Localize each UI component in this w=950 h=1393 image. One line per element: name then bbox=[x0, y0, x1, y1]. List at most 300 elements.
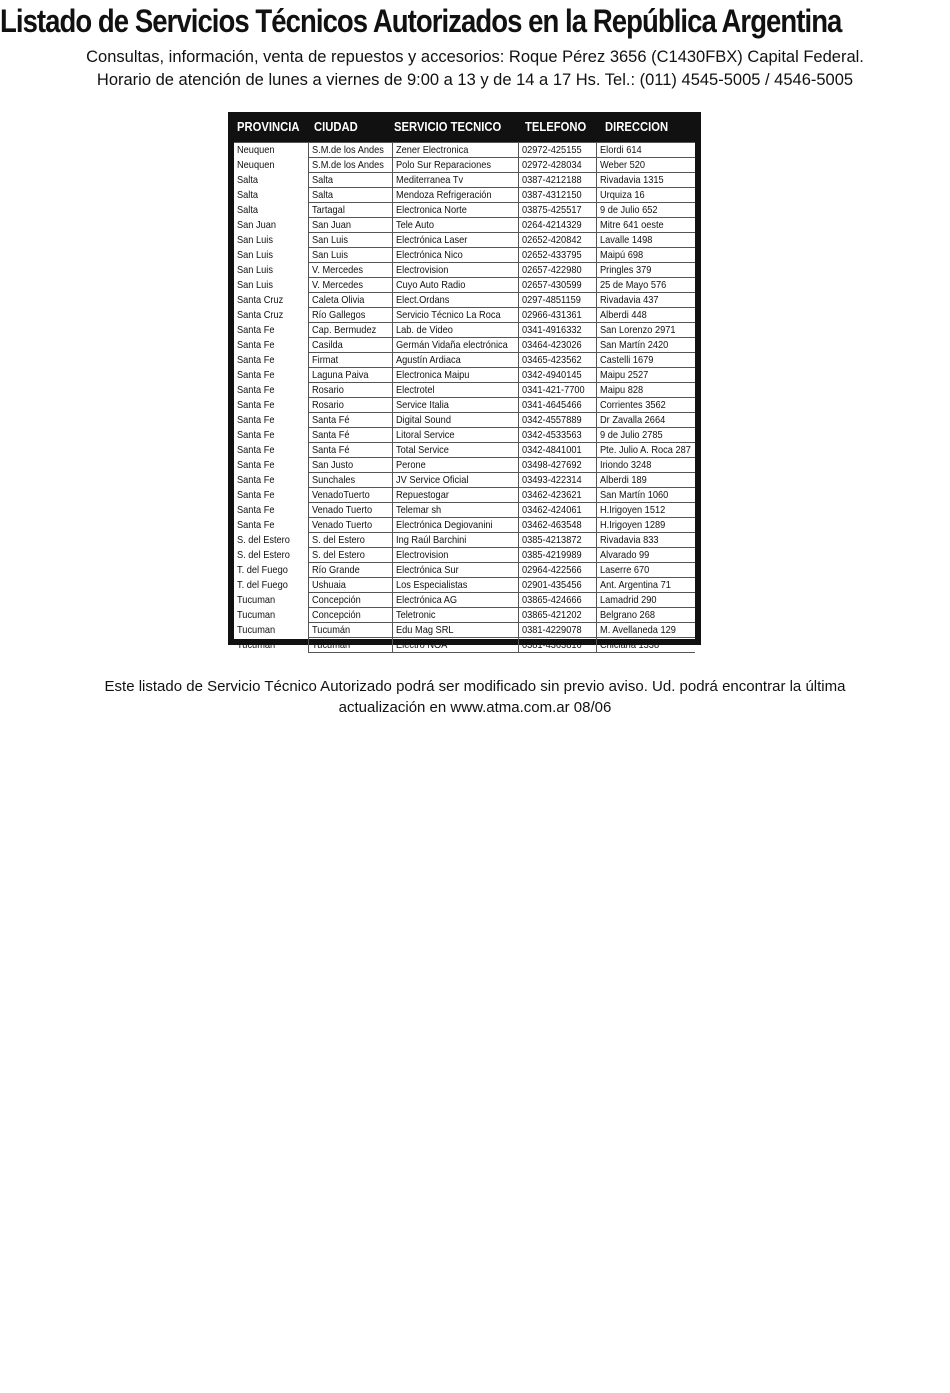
service-centers-table bbox=[228, 112, 701, 651]
cell-ciudad bbox=[308, 143, 392, 158]
cell-servicio-text: Electronica Norte bbox=[395, 204, 467, 216]
cell-direccion bbox=[596, 218, 695, 233]
cell-ciudad bbox=[308, 233, 392, 248]
table-row bbox=[234, 638, 695, 653]
cell-telefono-text: 0381-4363816 bbox=[521, 639, 582, 651]
cell-provincia bbox=[234, 548, 308, 563]
cell-provincia-text: Neuquen bbox=[237, 159, 275, 171]
cell-direccion bbox=[596, 413, 695, 428]
cell-telefono bbox=[518, 533, 596, 548]
cell-telefono bbox=[518, 248, 596, 263]
cell-ciudad-text: Casilda bbox=[311, 339, 343, 351]
cell-ciudad-text: Tartagal bbox=[311, 204, 345, 216]
cell-direccion bbox=[596, 428, 695, 443]
cell-servicio bbox=[392, 338, 518, 353]
cell-telefono-text: 0387-4212188 bbox=[521, 174, 582, 186]
cell-provincia bbox=[234, 518, 308, 533]
cell-telefono bbox=[518, 443, 596, 458]
cell-ciudad bbox=[308, 518, 392, 533]
cell-telefono-text: 03462-424061 bbox=[521, 504, 582, 516]
cell-ciudad-text: San Luis bbox=[311, 234, 348, 246]
cell-provincia bbox=[234, 353, 308, 368]
cell-direccion-text: Rivadavia 833 bbox=[599, 534, 659, 546]
cell-servicio bbox=[392, 518, 518, 533]
cell-direccion-text: Rivadavia 437 bbox=[599, 294, 659, 306]
cell-direccion bbox=[596, 233, 695, 248]
cell-telefono-text: 0342-4557889 bbox=[521, 414, 582, 426]
cell-telefono-text: 03464-423026 bbox=[521, 339, 582, 351]
cell-direccion bbox=[596, 473, 695, 488]
cell-provincia bbox=[234, 533, 308, 548]
column-header-telefono: TELEFONO bbox=[525, 120, 587, 134]
cell-servicio bbox=[392, 158, 518, 173]
table-body bbox=[234, 142, 695, 651]
cell-servicio bbox=[392, 248, 518, 263]
cell-servicio-text: Electrónica AG bbox=[395, 594, 457, 606]
cell-servicio-text: Lab. de Video bbox=[395, 324, 453, 336]
table-row bbox=[234, 578, 695, 593]
cell-telefono bbox=[518, 203, 596, 218]
cell-servicio-text: Mediterranea Tv bbox=[395, 174, 463, 186]
cell-provincia-text: Santa Cruz bbox=[237, 309, 284, 321]
cell-provincia-text: San Luis bbox=[237, 279, 273, 291]
cell-provincia bbox=[234, 563, 308, 578]
cell-servicio bbox=[392, 458, 518, 473]
cell-telefono-text: 02901-435456 bbox=[521, 579, 582, 591]
cell-servicio-text: Service Italia bbox=[395, 399, 449, 411]
cell-ciudad-text: Río Gallegos bbox=[311, 309, 365, 321]
column-header-servicio: SERVICIO TECNICO bbox=[394, 120, 502, 134]
cell-provincia-text: Santa Fe bbox=[237, 504, 275, 516]
cell-ciudad-text: Rosario bbox=[311, 399, 344, 411]
cell-provincia-text: San Luis bbox=[237, 249, 273, 261]
cell-telefono bbox=[518, 548, 596, 563]
cell-direccion-text: Rivadavia 1315 bbox=[599, 174, 664, 186]
cell-provincia-text: Santa Fe bbox=[237, 459, 275, 471]
cell-direccion bbox=[596, 578, 695, 593]
cell-telefono bbox=[518, 293, 596, 308]
cell-direccion bbox=[596, 173, 695, 188]
cell-provincia-text: Tucuman bbox=[237, 639, 276, 651]
table-row bbox=[234, 308, 695, 323]
cell-direccion-text: Castelli 1679 bbox=[599, 354, 653, 366]
cell-ciudad-text: Santa Fé bbox=[311, 414, 350, 426]
cell-servicio bbox=[392, 143, 518, 158]
cell-telefono-text: 0381-4229078 bbox=[521, 624, 582, 636]
cell-telefono-text: 0342-4533563 bbox=[521, 429, 582, 441]
cell-ciudad bbox=[308, 218, 392, 233]
cell-ciudad-text: Rosario bbox=[311, 384, 344, 396]
table-row bbox=[234, 413, 695, 428]
cell-telefono bbox=[518, 518, 596, 533]
cell-telefono bbox=[518, 188, 596, 203]
cell-servicio-text: Polo Sur Reparaciones bbox=[395, 159, 491, 171]
cell-telefono-text: 0297-4851159 bbox=[521, 294, 581, 306]
cell-provincia bbox=[234, 503, 308, 518]
cell-servicio bbox=[392, 263, 518, 278]
cell-servicio bbox=[392, 548, 518, 563]
cell-servicio bbox=[392, 218, 518, 233]
cell-ciudad bbox=[308, 368, 392, 383]
cell-provincia-text: Santa Fe bbox=[237, 369, 275, 381]
cell-servicio bbox=[392, 428, 518, 443]
cell-direccion-text: Lamadrid 290 bbox=[599, 594, 657, 606]
table-row bbox=[234, 518, 695, 533]
cell-provincia-text: Santa Fe bbox=[237, 519, 275, 531]
cell-ciudad bbox=[308, 638, 392, 653]
cell-provincia bbox=[234, 473, 308, 488]
cell-servicio bbox=[392, 308, 518, 323]
cell-direccion bbox=[596, 608, 695, 623]
cell-provincia-text: Tucuman bbox=[237, 624, 276, 636]
cell-telefono bbox=[518, 323, 596, 338]
cell-ciudad bbox=[308, 443, 392, 458]
cell-direccion-text: Pte. Julio A. Roca 287 bbox=[599, 444, 691, 456]
cell-telefono bbox=[518, 368, 596, 383]
cell-provincia bbox=[234, 218, 308, 233]
cell-ciudad-text: Río Grande bbox=[311, 564, 360, 576]
cell-servicio bbox=[392, 608, 518, 623]
cell-servicio-text: Electrónica Laser bbox=[395, 234, 467, 246]
table-row bbox=[234, 368, 695, 383]
cell-direccion-text: 9 de Julio 2785 bbox=[599, 429, 663, 441]
table-row bbox=[234, 263, 695, 278]
cell-telefono bbox=[518, 428, 596, 443]
cell-provincia-text: S. del Estero bbox=[237, 534, 290, 546]
cell-ciudad-text: San Juan bbox=[311, 219, 351, 231]
cell-telefono bbox=[518, 623, 596, 638]
cell-ciudad-text: Sunchales bbox=[311, 474, 355, 486]
cell-provincia-text: Santa Fe bbox=[237, 444, 275, 456]
cell-ciudad bbox=[308, 248, 392, 263]
cell-telefono-text: 0385-4213872 bbox=[521, 534, 582, 546]
cell-provincia bbox=[234, 608, 308, 623]
cell-servicio bbox=[392, 563, 518, 578]
cell-direccion-text: Ant. Argentina 71 bbox=[599, 579, 671, 591]
cell-direccion bbox=[596, 263, 695, 278]
cell-direccion bbox=[596, 278, 695, 293]
cell-servicio bbox=[392, 578, 518, 593]
cell-ciudad-text: Santa Fé bbox=[311, 444, 350, 456]
cell-direccion bbox=[596, 518, 695, 533]
cell-provincia bbox=[234, 233, 308, 248]
cell-direccion-text: Alberdi 189 bbox=[599, 474, 647, 486]
cell-provincia bbox=[234, 248, 308, 263]
table-row bbox=[234, 158, 695, 173]
cell-provincia bbox=[234, 488, 308, 503]
cell-servicio bbox=[392, 623, 518, 638]
cell-telefono bbox=[518, 233, 596, 248]
cell-servicio bbox=[392, 188, 518, 203]
cell-direccion bbox=[596, 203, 695, 218]
cell-direccion bbox=[596, 383, 695, 398]
cell-servicio bbox=[392, 353, 518, 368]
cell-direccion-text: 9 de Julio 652 bbox=[599, 204, 658, 216]
cell-provincia bbox=[234, 578, 308, 593]
cell-telefono-text: 03465-423562 bbox=[521, 354, 582, 366]
cell-servicio-text: Tele Auto bbox=[395, 219, 434, 231]
cell-telefono-text: 03875-425517 bbox=[521, 204, 582, 216]
disclaimer-line: Este listado de Servicio Técnico Autorizado podrá ser modificado sin previo aviso. Ud. podrá encontrar la última bbox=[104, 678, 846, 695]
cell-ciudad bbox=[308, 203, 392, 218]
cell-direccion bbox=[596, 338, 695, 353]
cell-servicio-text: Ing Raúl Barchini bbox=[395, 534, 466, 546]
table-row bbox=[234, 338, 695, 353]
cell-servicio-text: Cuyo Auto Radio bbox=[395, 279, 465, 291]
cell-provincia bbox=[234, 443, 308, 458]
cell-ciudad bbox=[308, 338, 392, 353]
cell-provincia-text: Tucuman bbox=[237, 609, 276, 621]
cell-provincia bbox=[234, 458, 308, 473]
cell-servicio-text: Electrónica Degiovanini bbox=[395, 519, 493, 531]
cell-telefono bbox=[518, 158, 596, 173]
cell-ciudad-text: Venado Tuerto bbox=[311, 504, 372, 516]
cell-direccion bbox=[596, 623, 695, 638]
cell-provincia-text: Tucuman bbox=[237, 594, 276, 606]
table-row bbox=[234, 533, 695, 548]
cell-servicio bbox=[392, 413, 518, 428]
cell-telefono-text: 03493-422314 bbox=[521, 474, 582, 486]
cell-telefono bbox=[518, 473, 596, 488]
cell-ciudad-text: V. Mercedes bbox=[311, 264, 363, 276]
cell-provincia bbox=[234, 338, 308, 353]
cell-direccion bbox=[596, 548, 695, 563]
cell-servicio-text: Teletronic bbox=[395, 609, 436, 621]
cell-telefono bbox=[518, 563, 596, 578]
cell-ciudad bbox=[308, 593, 392, 608]
column-header-provincia: PROVINCIA bbox=[237, 120, 300, 134]
cell-direccion bbox=[596, 308, 695, 323]
table-row bbox=[234, 473, 695, 488]
cell-telefono bbox=[518, 638, 596, 653]
cell-direccion bbox=[596, 638, 695, 653]
cell-ciudad-text: S. del Estero bbox=[311, 534, 365, 546]
cell-telefono bbox=[518, 173, 596, 188]
cell-servicio-text: Perone bbox=[395, 459, 426, 471]
cell-direccion-text: Laserre 670 bbox=[599, 564, 649, 576]
cell-direccion-text: Weber 520 bbox=[599, 159, 645, 171]
cell-provincia-text: Santa Fe bbox=[237, 384, 275, 396]
cell-ciudad bbox=[308, 278, 392, 293]
cell-telefono bbox=[518, 503, 596, 518]
cell-direccion-text: Dr Zavalla 2664 bbox=[599, 414, 665, 426]
cell-servicio-text: Electrónica Nico bbox=[395, 249, 463, 261]
cell-servicio-text: Telemar sh bbox=[395, 504, 441, 516]
table-row bbox=[234, 458, 695, 473]
table-row bbox=[234, 503, 695, 518]
table-header bbox=[228, 112, 701, 142]
cell-telefono-text: 02966-431361 bbox=[521, 309, 582, 321]
cell-direccion bbox=[596, 443, 695, 458]
cell-ciudad bbox=[308, 158, 392, 173]
cell-provincia bbox=[234, 623, 308, 638]
cell-provincia-text: San Luis bbox=[237, 264, 273, 276]
cell-ciudad-text: Laguna Paiva bbox=[311, 369, 369, 381]
cell-provincia-text: San Luis bbox=[237, 234, 273, 246]
cell-direccion-text: H.Irigoyen 1512 bbox=[599, 504, 665, 516]
cell-telefono bbox=[518, 383, 596, 398]
cell-ciudad-text: Santa Fé bbox=[311, 429, 350, 441]
cell-provincia-text: Neuquen bbox=[237, 144, 275, 157]
cell-servicio bbox=[392, 488, 518, 503]
cell-direccion bbox=[596, 593, 695, 608]
cell-telefono bbox=[518, 263, 596, 278]
cell-provincia bbox=[234, 638, 308, 653]
table-row bbox=[234, 218, 695, 233]
cell-ciudad-text: S.M.de los Andes bbox=[311, 144, 384, 156]
cell-telefono-text: 02652-433795 bbox=[521, 249, 582, 261]
cell-telefono bbox=[518, 593, 596, 608]
cell-servicio bbox=[392, 173, 518, 188]
cell-ciudad bbox=[308, 413, 392, 428]
cell-provincia bbox=[234, 278, 308, 293]
cell-direccion-text: San Lorenzo 2971 bbox=[599, 324, 676, 336]
cell-direccion bbox=[596, 293, 695, 308]
table-row bbox=[234, 353, 695, 368]
cell-servicio-text: Electrotel bbox=[395, 384, 435, 396]
cell-provincia bbox=[234, 173, 308, 188]
cell-ciudad-text: S.M.de los Andes bbox=[311, 159, 384, 171]
cell-ciudad bbox=[308, 398, 392, 413]
cell-servicio bbox=[392, 203, 518, 218]
cell-servicio-text: Electronica Maipu bbox=[395, 369, 469, 381]
table-row bbox=[234, 173, 695, 188]
page-title: Listado de Servicios Técnicos Autorizados en la República Argentina bbox=[0, 3, 842, 39]
cell-servicio bbox=[392, 593, 518, 608]
cell-ciudad-text: VenadoTuerto bbox=[311, 489, 370, 501]
cell-provincia bbox=[234, 428, 308, 443]
table-row bbox=[234, 593, 695, 608]
cell-servicio-text: Electro NOA bbox=[395, 639, 447, 651]
cell-direccion-text: Lavalle 1498 bbox=[599, 234, 652, 246]
cell-telefono-text: 03865-424666 bbox=[521, 594, 582, 606]
cell-telefono-text: 02657-430599 bbox=[521, 279, 582, 291]
cell-servicio-text: Total Service bbox=[395, 444, 449, 456]
cell-direccion-text: H.Irigoyen 1289 bbox=[599, 519, 665, 531]
contact-info-line: Consultas, información, venta de repuestos y accesorios: Roque Pérez 3656 (C1430FBX) Capital Federal. bbox=[86, 48, 864, 66]
cell-telefono-text: 02652-420842 bbox=[521, 234, 582, 246]
cell-ciudad-text: Firmat bbox=[311, 354, 338, 366]
cell-direccion bbox=[596, 503, 695, 518]
cell-servicio bbox=[392, 443, 518, 458]
cell-provincia-text: Santa Fe bbox=[237, 399, 275, 411]
table-row bbox=[234, 428, 695, 443]
table-row bbox=[234, 383, 695, 398]
table-row bbox=[234, 398, 695, 413]
cell-ciudad-text: V. Mercedes bbox=[311, 279, 363, 291]
cell-provincia bbox=[234, 143, 308, 158]
table-row bbox=[234, 443, 695, 458]
cell-telefono-text: 0341-4916332 bbox=[521, 324, 582, 336]
cell-telefono-text: 02964-422566 bbox=[521, 564, 582, 576]
cell-ciudad-text: Tucumán bbox=[311, 624, 350, 636]
cell-ciudad bbox=[308, 383, 392, 398]
cell-direccion-text: Maipu 2527 bbox=[599, 369, 648, 381]
cell-ciudad bbox=[308, 323, 392, 338]
cell-servicio bbox=[392, 398, 518, 413]
cell-direccion-text: San Martín 1060 bbox=[599, 489, 668, 501]
cell-ciudad bbox=[308, 473, 392, 488]
cell-direccion bbox=[596, 563, 695, 578]
cell-telefono bbox=[518, 488, 596, 503]
table-row bbox=[234, 248, 695, 263]
cell-provincia-text: Santa Fe bbox=[237, 354, 275, 366]
cell-ciudad bbox=[308, 488, 392, 503]
table-row bbox=[234, 323, 695, 338]
cell-servicio bbox=[392, 383, 518, 398]
cell-direccion bbox=[596, 533, 695, 548]
cell-provincia-text: Santa Fe bbox=[237, 489, 275, 501]
cell-direccion bbox=[596, 458, 695, 473]
cell-servicio-text: Germán Vidaña electrónica bbox=[395, 339, 508, 351]
cell-provincia-text: Salta bbox=[237, 204, 259, 216]
cell-direccion-text: Pringles 379 bbox=[599, 264, 651, 276]
cell-direccion bbox=[596, 398, 695, 413]
cell-provincia bbox=[234, 383, 308, 398]
cell-telefono-text: 03462-463548 bbox=[521, 519, 582, 531]
cell-provincia bbox=[234, 323, 308, 338]
cell-telefono bbox=[518, 458, 596, 473]
cell-ciudad-text: Salta bbox=[311, 174, 333, 186]
cell-servicio-text: Repuestogar bbox=[395, 489, 449, 501]
cell-telefono-text: 0342-4940145 bbox=[521, 369, 582, 381]
cell-ciudad-text: Salta bbox=[311, 189, 333, 201]
cell-telefono-text: 03865-421202 bbox=[521, 609, 582, 621]
cell-ciudad bbox=[308, 503, 392, 518]
cell-provincia-text: S. del Estero bbox=[237, 549, 290, 561]
cell-telefono bbox=[518, 218, 596, 233]
cell-direccion-text: San Martín 2420 bbox=[599, 339, 668, 351]
cell-telefono-text: 0342-4841001 bbox=[521, 444, 582, 456]
cell-telefono-text: 03462-423621 bbox=[521, 489, 582, 501]
cell-telefono-text: 02972-428034 bbox=[521, 159, 582, 171]
cell-direccion bbox=[596, 158, 695, 173]
cell-telefono-text: 0341-421-7700 bbox=[521, 384, 585, 396]
cell-direccion-text: Corrientes 3562 bbox=[599, 399, 666, 411]
table-row bbox=[234, 563, 695, 578]
cell-provincia bbox=[234, 308, 308, 323]
cell-telefono bbox=[518, 353, 596, 368]
cell-provincia-text: Santa Fe bbox=[237, 474, 275, 486]
table-grid bbox=[234, 142, 695, 653]
cell-ciudad bbox=[308, 173, 392, 188]
cell-ciudad bbox=[308, 428, 392, 443]
cell-direccion bbox=[596, 143, 695, 158]
cell-provincia-text: Santa Fe bbox=[237, 414, 275, 426]
cell-provincia bbox=[234, 368, 308, 383]
cell-ciudad-text: San Luis bbox=[311, 249, 348, 261]
cell-servicio bbox=[392, 368, 518, 383]
table-row bbox=[234, 548, 695, 563]
table-row bbox=[234, 293, 695, 308]
cell-ciudad bbox=[308, 293, 392, 308]
cell-provincia bbox=[234, 188, 308, 203]
cell-direccion bbox=[596, 353, 695, 368]
cell-provincia-text: Santa Fe bbox=[237, 339, 275, 351]
cell-telefono bbox=[518, 143, 596, 158]
cell-servicio bbox=[392, 278, 518, 293]
cell-ciudad bbox=[308, 623, 392, 638]
cell-ciudad-text: Caleta Olivia bbox=[311, 294, 364, 306]
cell-servicio-text: JV Service Oficial bbox=[395, 474, 468, 486]
cell-provincia-text: Santa Fe bbox=[237, 429, 275, 441]
cell-ciudad bbox=[308, 608, 392, 623]
cell-direccion bbox=[596, 488, 695, 503]
cell-servicio bbox=[392, 473, 518, 488]
cell-ciudad-text: Concepción bbox=[311, 609, 361, 621]
cell-provincia-text: T. del Fuego bbox=[237, 579, 288, 591]
cell-ciudad-text: Concepción bbox=[311, 594, 361, 606]
